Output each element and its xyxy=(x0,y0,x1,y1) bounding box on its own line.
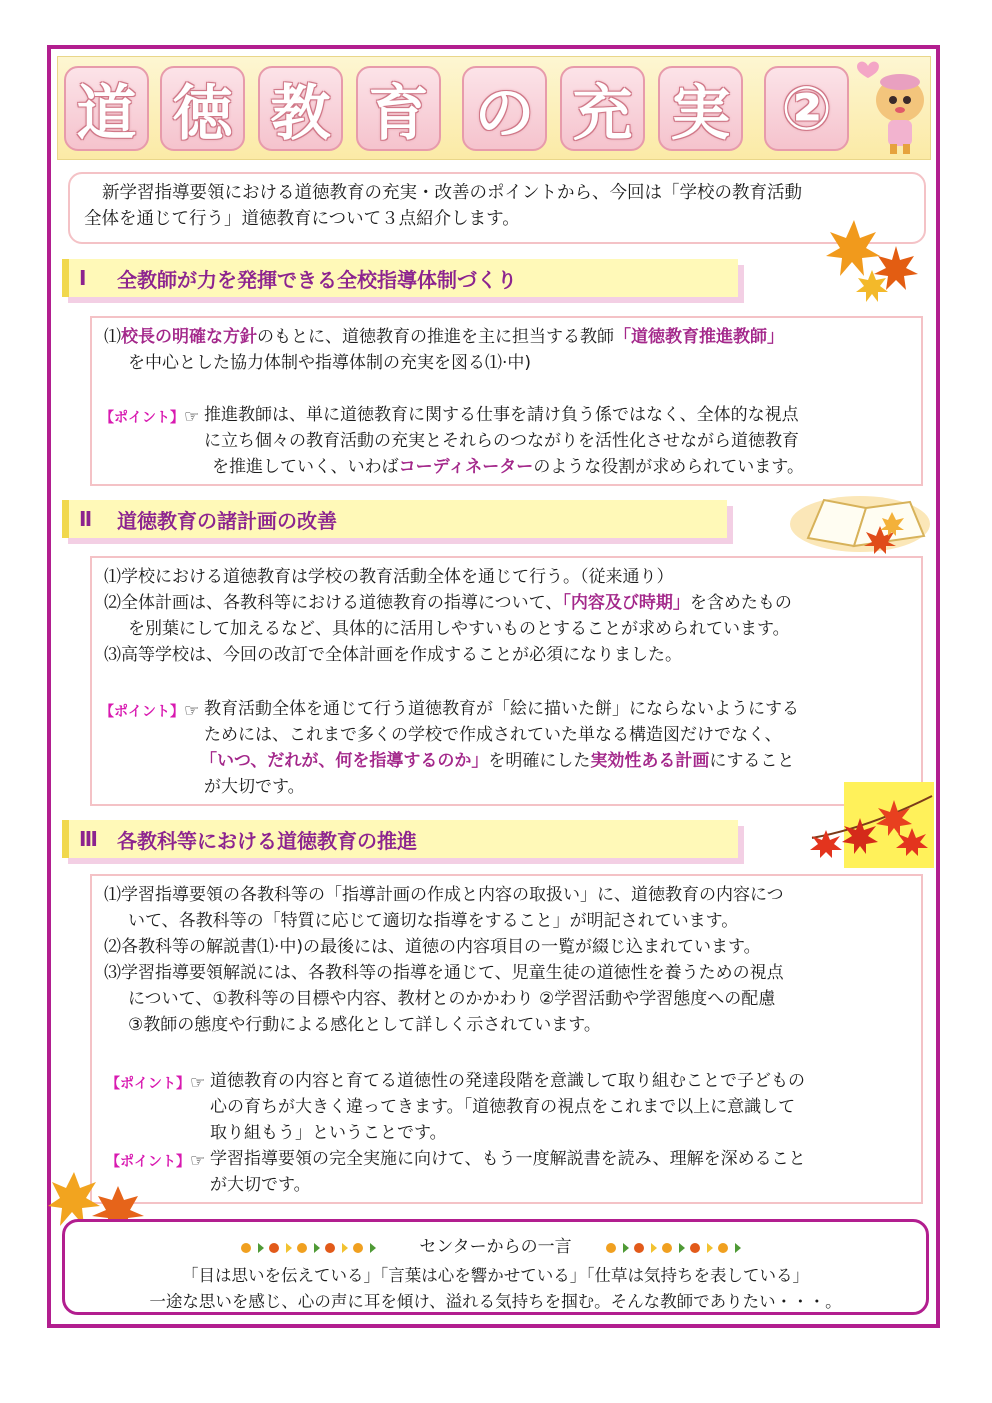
s2-point-line-3 xyxy=(200,748,794,774)
s2-point-line-3-post: にすること xyxy=(709,751,795,771)
section-2-title: 道徳教育の諸計画の改善 xyxy=(117,508,337,533)
title-char-3: 教 xyxy=(258,66,343,151)
point-label: 【ポイント】 xyxy=(100,410,184,426)
s3-line-5: について、①教科等の目標や内容、教材とのかかわり ②学習活動や学習態度への配慮 xyxy=(128,989,776,1009)
s3-line-3: ⑵各教科等の解説書⑴·中)の最後には、道徳の内容項目の一覧が綴じ込まれています。 xyxy=(104,937,761,957)
title-char-2: 徳 xyxy=(160,66,245,151)
section-1-heading xyxy=(62,259,738,297)
intro-line-1: 新学習指導要領における道徳教育の充実・改善のポイントから、今回は「学校の教育活動 xyxy=(102,183,802,203)
s2-line-2-pre: ⑵全体計画は、各教科等における道徳教育の指導について、 xyxy=(104,593,563,613)
open-book-icon xyxy=(788,486,938,558)
s1-point-line-2: に立ち個々の教育活動の充実とそれらのつながりを活性化させながら道徳教育 xyxy=(204,431,799,451)
section-1-box xyxy=(90,316,923,486)
s2-point-label xyxy=(100,698,199,725)
s3-line-2: いて、各教科等の「特質に応じて適切な指導をすること」が明記されています。 xyxy=(128,911,739,931)
s2-point-line-1: 教育活動全体を通じて行う道徳教育が「絵に描いた餅」にならないようにする xyxy=(204,699,799,719)
title-char-7: 実 xyxy=(658,66,743,151)
center-message-title-row xyxy=(65,1232,926,1257)
section-2-number: Ⅱ xyxy=(79,507,93,531)
leaf-garland-icon xyxy=(603,1239,753,1257)
maple-leaf-icon xyxy=(824,210,928,306)
s2-line-2 xyxy=(104,590,792,616)
center-message-line-2: 一途な思いを感じ、心の声に耳を傾け、溢れる気持ちを掴む。そんな教師でありたい・・・。 xyxy=(149,1292,842,1311)
s3-line-6: ③教師の態度や行動による感化として詳しく示されています。 xyxy=(128,1015,601,1035)
s1-item-1-text: のもとに、道徳教育の推進を主に担当する教師 xyxy=(257,327,614,347)
s1-item-1 xyxy=(104,324,784,350)
s2-line-4: ⑶高等学校は、今回の改訂で全体計画を作成することが必須になりました。 xyxy=(104,645,682,665)
s1-item-1-highlight-2: 「道徳教育推進教師」 xyxy=(614,327,784,347)
pointing-hand-icon: ☞ xyxy=(190,1073,206,1093)
s2-point-highlight-1: 「いつ、だれが、何を指導するのか」 xyxy=(200,751,489,771)
s2-line-3: を別葉にして加えるなど、具体的に活用しやすいものとすることが求められています。 xyxy=(128,619,790,639)
section-2-box xyxy=(90,556,923,806)
title-char-5: の xyxy=(462,66,547,151)
s1-point-highlight: コーディネーター xyxy=(398,457,534,477)
title-char-1: 道 xyxy=(64,66,149,151)
s1-point-label xyxy=(100,404,199,431)
s1-item-1-number: ⑴ xyxy=(104,327,121,347)
s2-point-line-3-mid: を明確にした xyxy=(488,751,591,771)
center-message-line-1: 「目は思いを伝えている」「言葉は心を響かせている」「仕草は気持ちを表している」 xyxy=(182,1266,809,1285)
intro-box xyxy=(68,172,926,244)
s3-line-1: ⑴学習指導要領の各教科等の「指導計画の作成と内容の取扱い」に、道徳教育の内容につ xyxy=(104,885,784,905)
point-label: 【ポイント】 xyxy=(106,1076,190,1092)
section-3-box xyxy=(90,874,923,1204)
maple-leaf-icon xyxy=(808,778,936,870)
s1-point-line-3-pre: を推進していく、いわば xyxy=(212,457,399,477)
s3-line-4: ⑶学習指導要領解説には、各教科等の指導を通じて、児童生徒の道徳性を養うための視点 xyxy=(104,963,784,983)
section-1-number: Ⅰ xyxy=(79,266,87,290)
section-2-heading xyxy=(62,500,727,538)
heart-icon xyxy=(857,62,879,78)
mascot-icon xyxy=(850,58,932,160)
title-char-8: ② xyxy=(764,66,849,151)
s2-point-line-4: が大切です。 xyxy=(204,777,305,797)
section-3-heading xyxy=(62,820,738,858)
section-1-title: 全教師が力を発揮できる全校指導体制づくり xyxy=(117,267,517,292)
pointing-hand-icon: ☞ xyxy=(184,407,200,427)
s3-point-b-line-1: 学習指導要領の完全実施に向けて、もう一度解説書を読み、理解を深めること xyxy=(210,1149,806,1169)
s1-point-line-3 xyxy=(212,454,804,480)
pointing-hand-icon: ☞ xyxy=(184,701,200,721)
section-3-number: Ⅲ xyxy=(79,827,98,851)
s2-point-line-2: ためには、これまで多くの学校で作成されていた単なる構造図だけでなく、 xyxy=(204,725,782,745)
s2-line-1: ⑴学校における道徳教育は学校の教育活動全体を通じて行う。（従来通り） xyxy=(104,567,674,587)
point-label: 【ポイント】 xyxy=(106,1154,190,1170)
title-char-6: 充 xyxy=(560,66,645,151)
s1-point-line-1: 推進教師は、単に道徳教育に関する仕事を請け負う係ではなく、全体的な視点 xyxy=(204,405,799,425)
s2-point-highlight-2: 実効性ある計画 xyxy=(590,751,710,771)
center-message-title: センターからの一言 xyxy=(419,1237,572,1257)
s2-line-2-post: を含めたもの xyxy=(689,593,792,613)
title-char-4: 育 xyxy=(356,66,441,151)
center-message-box xyxy=(62,1219,929,1315)
s3-point-b-line-2: が大切です。 xyxy=(210,1175,311,1195)
section-3-title: 各教科等における道徳教育の推進 xyxy=(117,828,417,853)
point-label: 【ポイント】 xyxy=(100,704,184,720)
s2-line-2-highlight: 「内容及び時期」 xyxy=(562,593,690,613)
s1-point-line-3-post: のような役割が求められています。 xyxy=(533,457,804,477)
s3-point-a-line-2: 心の育ちが大きく違ってきます。「道徳教育の視点をこれまで以上に意識して xyxy=(210,1097,796,1117)
intro-line-2: 全体を通じて行う」道徳教育について３点紹介します。 xyxy=(84,209,520,229)
pointing-hand-icon: ☞ xyxy=(190,1151,206,1171)
s3-point-a-line-3: 取り組もう」ということです。 xyxy=(210,1123,447,1143)
leaf-garland-icon xyxy=(238,1239,388,1257)
s3-point-a-label xyxy=(106,1070,205,1097)
s1-item-1-highlight-1: 校長の明確な方針 xyxy=(121,327,257,347)
s1-item-1-line-2: を中心とした協力体制や指導体制の充実を図る⑴·中) xyxy=(128,353,532,373)
s3-point-a-line-1: 道徳教育の内容と育てる道徳性の発達段階を意識して取り組むことで子どもの xyxy=(210,1071,805,1091)
